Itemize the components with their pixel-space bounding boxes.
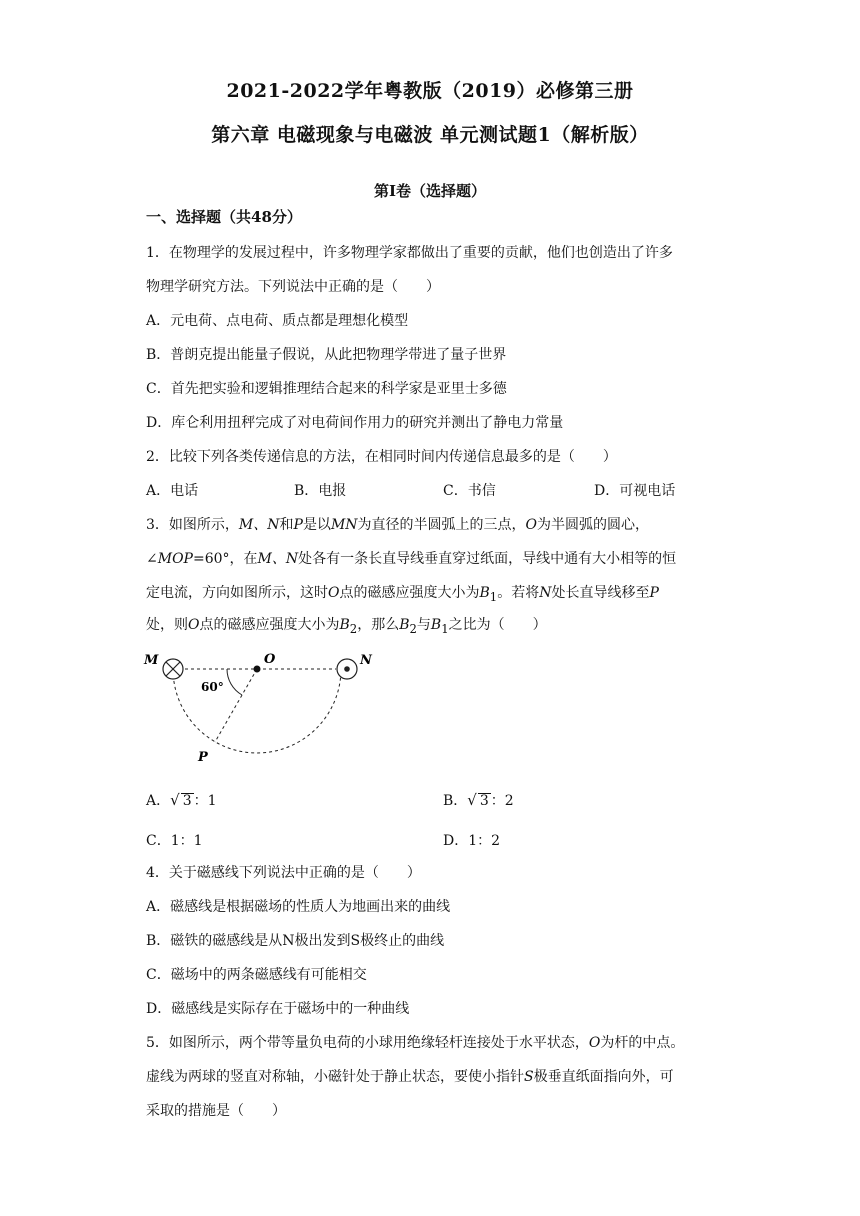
q3-option-a: A．√ 3 ：1 (146, 791, 217, 809)
q2-option-a: A．电话 (146, 483, 199, 499)
wire-out-of-page-icon (337, 659, 357, 679)
q1-option-c: C．首先把实验和逻辑推理结合起来的科学家是亚里士多德 (146, 381, 507, 397)
q5-stem-line2: 虚线为两球的竖直对称轴，小磁针处于静止状态，要使小指针S极垂直纸面指向外，可 (146, 1069, 674, 1085)
q2-option-b: B．电报 (294, 483, 347, 499)
q3-stem-line2: ∠MOP=60°，在M、N处各有一条长直导线垂直穿过纸面，导线中通有大小相等的恒 (146, 551, 677, 567)
q3-semicircle-figure (140, 644, 380, 774)
angle-arc (227, 669, 242, 695)
q5-stem-line3: 采取的措施是（ ） (146, 1103, 286, 1119)
q3-stem-line3: 定电流，方向如图所示，这时O点的磁感应强度大小为$B_1$。若将N处长直导线移至P (146, 585, 659, 604)
q2-option-c: C．书信 (443, 483, 496, 499)
q4-option-b: B．磁铁的磁感线是从N极出发到S极终止的曲线 (146, 933, 445, 949)
volume-heading: 第Ⅰ卷（选择题） (373, 182, 487, 200)
q3-stem-line1: 3．如图所示，M、N和P是以MN为直径的半圆弧上的三点，O为半圆弧的圆心， (146, 517, 650, 533)
wire-into-page-icon (163, 659, 183, 679)
q5-stem-line1: 5．如图所示，两个带等量负电荷的小球用绝缘轻杆连接处于水平状态，O为杆的中点。 (146, 1035, 685, 1051)
q2-option-d: D．可视电话 (594, 483, 676, 499)
center-point-o (254, 666, 261, 673)
label-m: M (144, 653, 159, 668)
q1-option-d: D．库仑利用扭秤完成了对电荷间作用力的研究并测出了静电力常量 (146, 415, 564, 431)
q1-stem-line1: 1．在物理学的发展过程中，许多物理学家都做出了重要的贡献，他们也创造出了许多 (146, 245, 673, 261)
q2-stem: 2．比较下列各类传递信息的方法，在相同时间内传递信息最多的是（ ） (146, 449, 617, 465)
q4-option-d: D．磁感线是实际存在于磁场中的一种曲线 (146, 1001, 410, 1017)
label-o: O (264, 652, 276, 667)
q4-option-c: C．磁场中的两条磁感线有可能相交 (146, 967, 367, 983)
semicircle-arc (173, 669, 341, 753)
section-heading: 一、选择题（共48分） (146, 208, 302, 226)
label-angle: 60° (201, 680, 224, 694)
q3-stem-line4: 处，则O点的磁感应强度大小为$B_2$，那么$B_2$与$B_1$之比为（ ） (146, 617, 547, 636)
q4-option-a: A．磁感线是根据磁场的性质人为地画出来的曲线 (146, 899, 451, 915)
q1-option-b: B．普朗克提出能量子假说，从此把物理学带进了量子世界 (146, 347, 507, 363)
q4-stem: 4．关于磁感线下列说法中正确的是（ ） (146, 865, 421, 881)
q3-option-d: D．1：2 (443, 833, 501, 849)
q3-option-c: C．1：1 (146, 833, 203, 849)
document-title-line2: 第六章 电磁现象与电磁波 单元测试题1（解析版） (211, 124, 649, 146)
document-title-line1: 2021-2022学年粤教版（2019）必修第三册 (226, 80, 634, 102)
label-p: P (198, 750, 208, 765)
q1-option-a: A．元电荷、点电荷、质点都是理想化模型 (146, 313, 409, 329)
q3-option-b: B．√ 3 ：2 (443, 791, 514, 809)
label-n: N (360, 653, 372, 668)
q1-stem-line2: 物理学研究方法。下列说法中正确的是（ ） (146, 279, 440, 295)
